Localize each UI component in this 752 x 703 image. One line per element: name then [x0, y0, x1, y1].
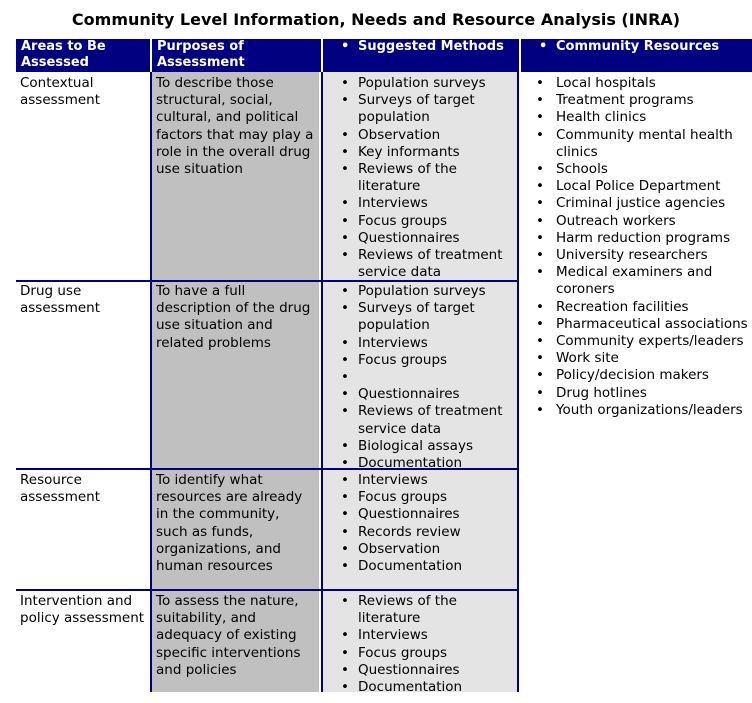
list-item: • Focus groups	[323, 213, 517, 230]
purpose-cell-4	[152, 591, 319, 692]
list-item: • Reviews of treatment service data	[323, 403, 517, 437]
methods-cell-3	[323, 470, 517, 588]
methods-list	[323, 73, 517, 279]
list-item: • Population surveys	[323, 283, 517, 300]
list-item: • Documentation	[323, 558, 517, 575]
header-purposes-label: Purposes of Assessment	[157, 39, 245, 70]
header-resources	[521, 39, 752, 72]
purpose-cell-2	[152, 281, 319, 467]
methods-cell-4	[323, 591, 517, 692]
list-item: • Community mental health clinics	[520, 127, 752, 161]
purpose-text: To assess the nature, suitability, and adequacy of existing specific interventions and policies	[156, 593, 301, 678]
list-item: • Records review	[323, 524, 517, 541]
methods-list	[323, 470, 517, 575]
list-item: • Reviews of the literature	[323, 593, 517, 627]
list-item: • Interviews	[323, 472, 517, 489]
purpose-text: To identify what resources are already in the community, such as funds, organizations, and human resources	[156, 472, 303, 575]
list-item: • University researchers	[520, 247, 752, 264]
list-item: • Interviews	[323, 195, 517, 212]
list-item: • Community experts/leaders	[520, 333, 752, 350]
area-cell: Resource assessment	[20, 472, 101, 506]
list-item: • Youth organizations/leaders	[520, 402, 752, 419]
purpose-text: To have a full description of the drug use situation and related problems	[156, 283, 311, 351]
list-item: • Recreation facilities	[520, 299, 752, 316]
resources-list	[520, 73, 752, 419]
list-item: • Questionnaires	[323, 230, 517, 247]
table-row	[16, 470, 150, 588]
list-item: • Local hospitals	[520, 75, 752, 92]
list-item: • Questionnaires	[323, 506, 517, 523]
list-item: • Focus groups	[323, 645, 517, 662]
list-item	[323, 369, 517, 386]
grid-line	[517, 72, 519, 692]
list-item: • Medical examiners and coroners	[520, 264, 752, 298]
list-item: • Criminal justice agencies	[520, 195, 752, 212]
list-item: • Observation	[323, 541, 517, 558]
list-item: • Questionnaires	[323, 662, 517, 679]
area-cell: Contextual assessment	[20, 75, 101, 109]
list-item: • Interviews	[323, 627, 517, 644]
purpose-cell-1	[152, 73, 319, 278]
list-item: • Surveys of target population	[323, 92, 517, 126]
header-resources-label: • Community Resources	[521, 39, 752, 55]
area-cell: Intervention and policy assessment	[20, 593, 145, 627]
list-item: • Treatment programs	[520, 92, 752, 109]
purpose-cell-3	[152, 470, 319, 589]
methods-cell-1	[323, 73, 517, 279]
list-item: • Observation	[323, 127, 517, 144]
purpose-text: To describe those structural, social, cultural, and political factors that may play a role in the overall drug use situation	[156, 75, 314, 178]
header-methods	[323, 39, 519, 72]
list-item: • Population surveys	[323, 75, 517, 92]
methods-list	[323, 281, 517, 468]
list-item: • Health clinics	[520, 109, 752, 126]
list-item: • Harm reduction programs	[520, 230, 752, 247]
list-item: • Reviews of the literature	[323, 161, 517, 195]
list-item: • Pharmaceutical associations	[520, 316, 752, 333]
list-item: • Key informants	[323, 144, 517, 161]
table-row	[16, 281, 150, 467]
header-areas	[16, 39, 150, 72]
table-row	[16, 73, 150, 278]
list-item: • Questionnaires	[323, 386, 517, 403]
list-item: • Work site	[520, 350, 752, 367]
list-item: • Drug hotlines	[520, 385, 752, 402]
methods-cell-2	[323, 281, 517, 468]
list-item: • Surveys of target population	[323, 300, 517, 334]
list-item: • Policy/decision makers	[520, 367, 752, 384]
header-purposes	[152, 39, 321, 72]
page-title: Community Level Information, Needs and Resource Analysis (INRA)	[71, 10, 681, 29]
list-item: • Local Police Department	[520, 178, 752, 195]
list-item: • Biological assays	[323, 438, 517, 455]
methods-list	[323, 591, 517, 692]
list-item: • Reviews of treatment service data	[323, 247, 517, 279]
area-cell: Drug use assessment	[20, 283, 101, 317]
resources-column	[520, 73, 752, 493]
list-item: • Schools	[520, 161, 752, 178]
list-item: • Documentation	[323, 455, 517, 468]
list-item: • Documentation	[323, 679, 517, 692]
header-methods-label: • Suggested Methods	[323, 39, 519, 55]
table-row	[16, 591, 150, 692]
list-item: • Focus groups	[323, 489, 517, 506]
header-areas-label: Areas to Be Assessed	[21, 39, 106, 70]
list-item: • Outreach workers	[520, 213, 752, 230]
list-item: • Interviews	[323, 335, 517, 352]
list-item: • Focus groups	[323, 352, 517, 369]
